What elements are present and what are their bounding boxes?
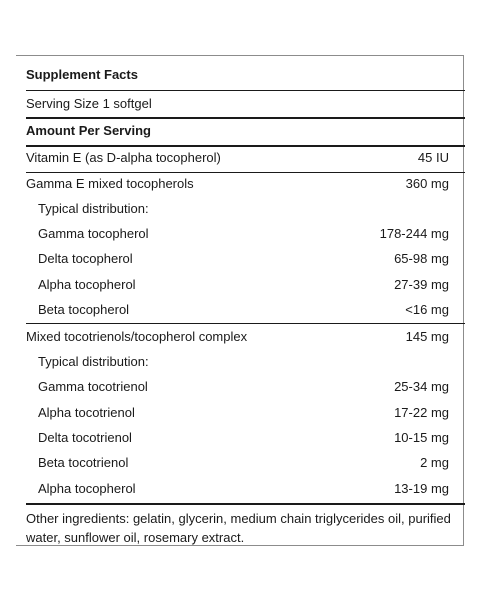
nutrient-row-delta-tocotrienol xyxy=(26,430,449,446)
nutrient-amount: 360 mg xyxy=(405,176,449,191)
amount-per-serving-header: Amount Per Serving xyxy=(26,123,151,138)
nutrient-amount: 13-19 mg xyxy=(394,481,449,496)
nutrient-row-delta-tocopherol xyxy=(26,251,449,267)
nutrient-amount: 27-39 mg xyxy=(394,277,449,292)
divider xyxy=(26,172,465,173)
nutrient-label: Beta tocotrienol xyxy=(38,455,129,470)
divider-thick xyxy=(26,503,465,505)
nutrient-row-alpha-tocopherol-2 xyxy=(26,481,449,497)
nutrient-row-gamma-e-mixed-tocopherols xyxy=(26,176,449,192)
nutrient-amount: 25-34 mg xyxy=(394,379,449,394)
supplement-facts-panel xyxy=(16,55,464,546)
nutrient-amount: <16 mg xyxy=(405,302,449,317)
nutrient-amount: 10-15 mg xyxy=(394,430,449,445)
nutrient-label: Beta tocopherol xyxy=(38,302,130,317)
divider xyxy=(26,323,465,324)
nutrient-label: Alpha tocopherol xyxy=(38,481,136,496)
nutrient-row-vitamin-e xyxy=(26,150,449,166)
panel-title: Supplement Facts xyxy=(26,67,138,82)
nutrient-label: Gamma tocopherol xyxy=(38,226,149,241)
nutrient-row-mixed-tocotrienols xyxy=(26,329,449,345)
nutrient-amount: 45 IU xyxy=(417,150,449,165)
nutrient-amount: 145 mg xyxy=(405,329,449,344)
nutrient-row-beta-tocotrienol xyxy=(26,455,449,471)
nutrient-label: Typical distribution: xyxy=(38,201,149,216)
nutrient-row-gamma-tocotrienol xyxy=(26,379,449,395)
nutrient-label: Gamma tocotrienol xyxy=(38,379,148,394)
nutrient-amount: 65-98 mg xyxy=(394,251,449,266)
nutrient-label: Delta tocotrienol xyxy=(38,430,132,445)
nutrient-amount: 2 mg xyxy=(420,455,449,470)
nutrient-label: Gamma E mixed tocopherols xyxy=(26,176,194,191)
nutrient-label: Vitamin E (as D-alpha tocopherol) xyxy=(26,150,221,165)
nutrient-label: Delta tocopherol xyxy=(38,251,133,266)
divider-thick xyxy=(26,117,465,119)
nutrient-label: Typical distribution: xyxy=(38,354,149,369)
nutrient-label: Alpha tocotrienol xyxy=(38,405,135,420)
nutrient-row-gamma-tocopherol xyxy=(26,226,449,242)
nutrient-amount: 17-22 mg xyxy=(394,405,449,420)
divider-thick xyxy=(26,145,465,147)
nutrient-row-alpha-tocopherol xyxy=(26,277,449,293)
nutrient-row-beta-tocopherol xyxy=(26,302,449,318)
serving-size: Serving Size 1 softgel xyxy=(26,96,152,111)
typical-distribution-label xyxy=(26,354,449,370)
typical-distribution-label xyxy=(26,201,449,217)
nutrient-label: Alpha tocopherol xyxy=(38,277,136,292)
nutrient-amount: 178-244 mg xyxy=(379,226,449,241)
other-ingredients: Other ingredients: gelatin, glycerin, medium chain triglycerides oil, purified water, sunflower oil, rosemary extract. xyxy=(26,511,451,545)
divider xyxy=(26,90,465,91)
nutrient-row-alpha-tocotrienol xyxy=(26,405,449,421)
nutrient-label: Mixed tocotrienols/tocopherol complex xyxy=(26,329,248,344)
